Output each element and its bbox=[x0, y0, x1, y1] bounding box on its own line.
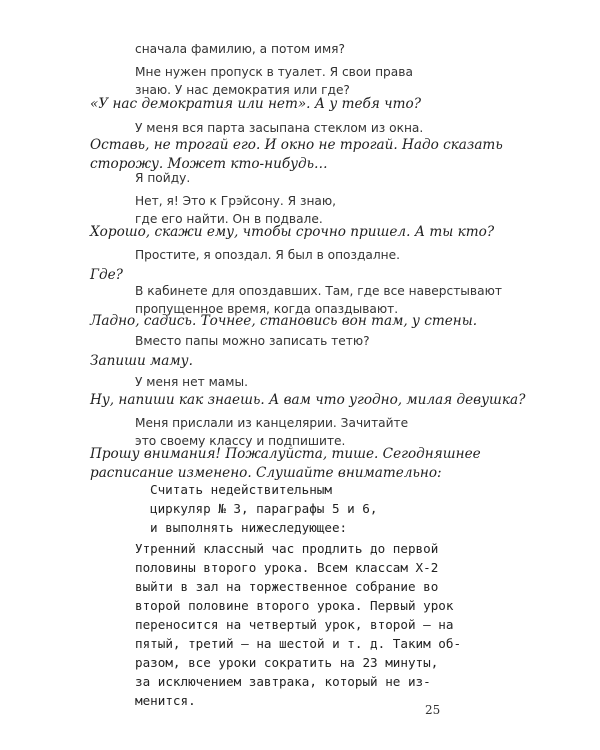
line-teacher: Где? bbox=[90, 267, 123, 283]
line-teacher: Оставь, не трогай его. И окно не трогай. Надо сказать сторожу. Может кто-нибудь… bbox=[90, 137, 503, 172]
line-teacher: Хорошо, скажи ему, чтобы срочно пришел. А ты кто? bbox=[90, 224, 495, 240]
page-number: 25 bbox=[425, 703, 441, 717]
memo-body: Утренний классный час продлить до первой половины второго урока. Всем классам Х-2 выйти в зал на торжественное собрание во второй половине второго урока. Первый урок переносится на четвертый урок, второй – на пятый, третий – на шестой и т. д. Таким об- разом, все уроки сократить на 23 минуты, за исключением завтрака, который не из- менится. bbox=[135, 541, 462, 708]
line-teacher: Ладно, садись. Точнее, становись вон там, у стены. bbox=[90, 313, 478, 329]
line-student: Мне нужен пропуск в туалет. Я свои права знаю. У нас демократия или где? bbox=[135, 65, 413, 97]
line-teacher: «У нас демократия или нет». А у тебя что? bbox=[90, 96, 421, 112]
line-student: Я пойду. bbox=[135, 171, 191, 185]
line-student: сначала фамилию, а потом имя? bbox=[135, 42, 345, 56]
line-teacher: Ну, напиши как знаешь. А вам что угодно, милая девушка? bbox=[90, 392, 526, 408]
line-student: Простите, я опоздал. Я был в опоздалне. bbox=[135, 248, 401, 262]
line-student: Меня прислали из канцелярии. Зачитайте это своему классу и подпишите. bbox=[135, 416, 409, 448]
line-student: У меня вся парта засыпана стеклом из окна. bbox=[135, 121, 424, 135]
memo-intro: Считать недействительным циркуляр № 3, параграфы 5 и 6, и выполнять нижеследующее: bbox=[150, 482, 378, 535]
line-student: У меня нет мамы. bbox=[135, 375, 248, 389]
line-teacher: Прошу внимания! Пожалуйста, тише. Сегодняшнее расписание изменено. Слушайте внимательно: bbox=[90, 446, 481, 481]
line-student: Нет, я! Это к Грэйсону. Я знаю, где его найти. Он в подвале. bbox=[135, 194, 337, 226]
line-teacher: Запиши маму. bbox=[90, 353, 193, 369]
line-student: В кабинете для опоздавших. Там, где все наверстывают пропущенное время, когда опаздывают. bbox=[135, 284, 502, 316]
line-student: Вместо папы можно записать тетю? bbox=[135, 334, 370, 348]
